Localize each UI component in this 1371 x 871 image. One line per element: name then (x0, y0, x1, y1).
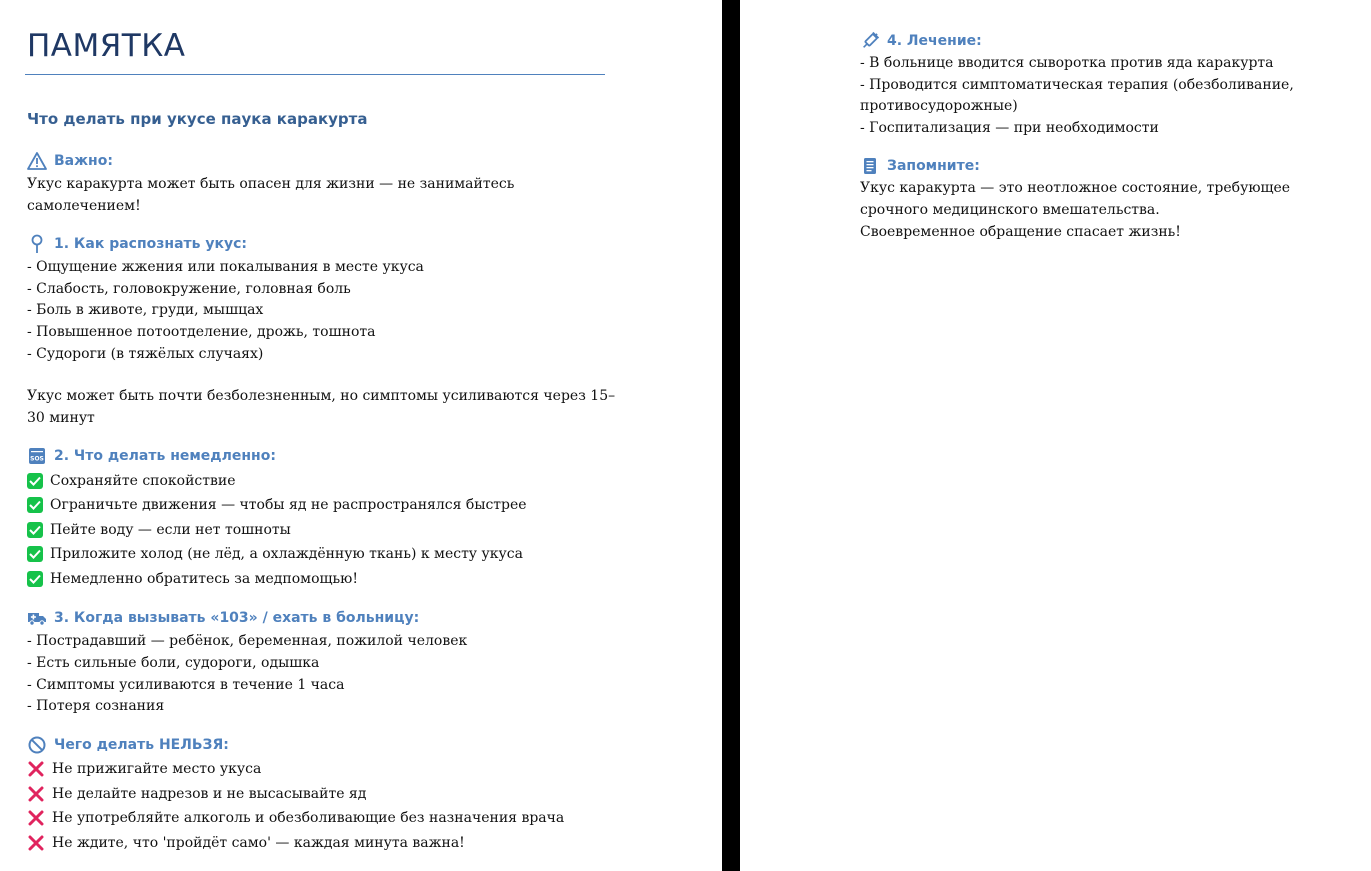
list-item: Ограничьте движения — чтобы яд не распространялся быстрее (27, 493, 617, 518)
when-call-list (27, 631, 617, 717)
cross-mark-icon (27, 785, 45, 803)
list-item: - Проводится симптоматическая терапия (обезболивание, противосудорожные) (860, 76, 1294, 115)
check-icon (27, 497, 43, 513)
important-text: Укус каракурта может быть опасен для жизни — не занимайтесь самолечением! (27, 176, 515, 214)
page-gap (722, 0, 740, 871)
list-item: Не ждите, что 'пройдёт само' — каждая минута важна! (27, 830, 617, 855)
remember-emphasis: Своевременное обращение спасает жизнь! (860, 223, 1181, 240)
pushpin-icon (27, 234, 47, 254)
list-item: - Пострадавший — ребёнок, беременная, пожилой человек (27, 633, 468, 650)
syringe-icon (860, 31, 880, 51)
page-title: ПАМЯТКА (27, 28, 186, 64)
immediate-list (27, 468, 617, 591)
list-item: Пейте воду — если нет тошноты (27, 518, 617, 543)
check-icon (27, 473, 43, 489)
forbidden-list (27, 757, 617, 855)
treatment-list (860, 53, 1360, 139)
list-item: - Ощущение жжения или покалывания в месте укуса (27, 259, 424, 276)
title-underline (25, 74, 605, 75)
check-icon (27, 546, 43, 562)
forbidden-heading: Чего делать НЕЛЬЗЯ: (27, 734, 617, 756)
recognize-note: Укус может быть почти безболезненным, но симптомы усиливаются через 15–30 минут (27, 388, 616, 426)
list-item: - Госпитализация — при необходимости (860, 119, 1159, 136)
warning-icon (27, 151, 47, 171)
list-item: Не прижигайте место укуса (27, 757, 617, 782)
list-item: - Судороги (в тяжёлых случаях) (27, 345, 264, 362)
treatment-heading: 4. Лечение: (860, 30, 1360, 52)
subtitle: Что делать при укусе паука каракурта (27, 110, 368, 128)
cross-mark-icon (27, 760, 45, 778)
page-right (740, 0, 1371, 871)
list-item: Не употребляйте алкоголь и обезболивающие без назначения врача (27, 806, 617, 831)
left-content (27, 150, 617, 855)
ambulance-icon (27, 608, 47, 628)
list-item: - Повышенное потоотделение, дрожь, тошнота (27, 323, 376, 340)
recognize-list (27, 257, 617, 365)
recognize-heading: 1. Как распознать укус: (27, 233, 617, 255)
cross-mark-icon (27, 809, 45, 827)
check-icon (27, 522, 43, 538)
list-item: - Потеря сознания (27, 698, 165, 715)
right-content (860, 30, 1360, 243)
svg-text:SOS: SOS (30, 455, 44, 463)
sos-icon (27, 446, 47, 466)
remember-text: Укус каракурта — это неотложное состояние, требующее срочного медицинского вмешательства. (860, 180, 1291, 218)
scroll-icon (860, 156, 880, 176)
list-item: Сохраняйте спокойствие (27, 468, 617, 493)
list-item: - Есть сильные боли, судороги, одышка (27, 654, 320, 671)
list-item: - Симптомы усиливаются в течение 1 часа (27, 676, 345, 693)
cross-mark-icon (27, 834, 45, 852)
list-item: Немедленно обратитесь за медпомощью! (27, 567, 617, 592)
when-call-heading: 3. Когда вызывать «103» / ехать в больницу: (27, 607, 617, 629)
immediate-heading: SOS 2. Что делать немедленно: (27, 445, 617, 467)
list-item: - Слабость, головокружение, головная боль (27, 280, 351, 297)
important-heading: Важно: (27, 150, 617, 172)
list-item: Приложите холод (не лёд, а охлаждённую ткань) к месту укуса (27, 542, 617, 567)
list-item: - Боль в животе, груди, мышцах (27, 302, 264, 319)
prohibited-icon (27, 735, 47, 755)
list-item: Не делайте надрезов и не высасывайте яд (27, 781, 617, 806)
check-icon (27, 571, 43, 587)
remember-heading: Запомните: (860, 155, 1360, 177)
list-item: - В больнице вводится сыворотка против яда каракурта (860, 55, 1274, 71)
